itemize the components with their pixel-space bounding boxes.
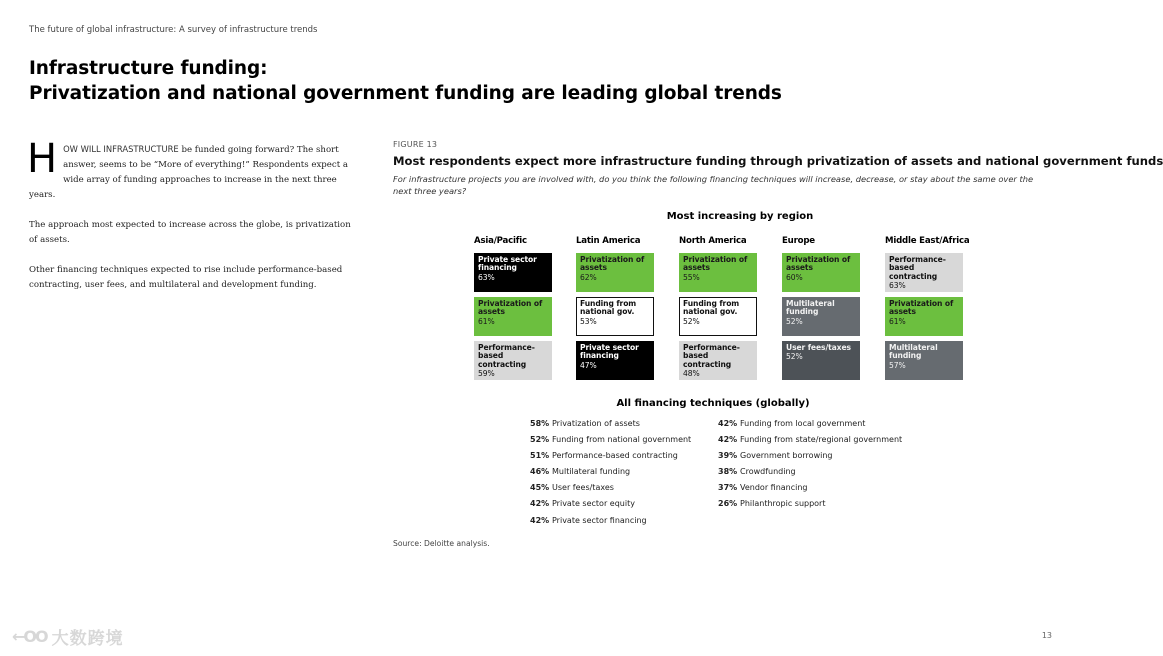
region-cell-percent: 62% <box>580 272 597 282</box>
intro-paragraph-1-text: be funded going forward? The short answer, seems to be “More of everything!” Respondents expect a wide array of funding approaches to increase in the next three years. <box>29 145 349 200</box>
global-technique-row <box>718 483 902 499</box>
global-technique-percent: 26% <box>718 499 738 509</box>
region-cell-label: Performance-based contracting <box>478 343 535 369</box>
region-cell <box>885 297 963 336</box>
region-cell <box>885 341 963 380</box>
intro-text <box>27 136 359 308</box>
global-technique-row <box>530 516 691 532</box>
region-cell-percent: 52% <box>683 316 700 326</box>
global-technique-row <box>718 451 902 467</box>
region-cell <box>782 253 860 292</box>
region-cell-label: Private sector financing <box>580 343 639 361</box>
figure-question: For infrastructure projects you are involved with, do you think the following financing techniques will increase, decrease, or stay about the same over the next three years? <box>393 174 1034 196</box>
global-technique-row <box>718 419 902 435</box>
region-cell <box>782 341 860 380</box>
watermark-text: 大数跨境 <box>51 629 124 649</box>
region-cell-label: Multilateral funding <box>889 343 938 361</box>
region-cell-percent: 60% <box>786 272 803 282</box>
global-technique-label: Philanthropic support <box>740 499 826 509</box>
watermark-logo: ←OO <box>12 627 47 646</box>
title-line-2: Privatization and national government funding are leading global trends <box>29 83 782 104</box>
global-technique-row <box>530 451 691 467</box>
global-technique-label: Funding from national government <box>552 435 692 445</box>
region-cell-label: Privatization of assets <box>889 299 954 317</box>
region-cell-label: Privatization of assets <box>478 299 543 317</box>
region-cell <box>885 253 963 292</box>
region-cell <box>679 253 757 292</box>
global-technique-row <box>530 483 691 499</box>
region-name: Asia/Pacific <box>474 236 527 246</box>
region-cell-percent: 63% <box>889 281 906 291</box>
global-technique-percent: 46% <box>530 467 550 477</box>
global-technique-percent: 42% <box>530 515 550 525</box>
lead-caps: OW WILL INFRASTRUCTURE <box>63 144 179 154</box>
global-technique-percent: 58% <box>530 419 550 428</box>
page-title <box>29 56 782 106</box>
region-cell-label: Performance-based contracting <box>683 343 740 369</box>
global-section-title: All financing techniques (globally) <box>616 398 810 409</box>
region-cell-percent: 52% <box>786 352 803 362</box>
region-cell-percent: 52% <box>786 316 803 326</box>
intro-paragraph-2: The approach most expected to increase across the globe, is privatization of assets. <box>29 220 351 245</box>
region-cell-percent: 59% <box>478 369 495 379</box>
global-technique-percent: 51% <box>530 451 550 461</box>
global-technique-row <box>530 467 691 483</box>
region-column <box>679 236 771 385</box>
region-cell-percent: 55% <box>683 272 700 282</box>
region-column <box>474 236 566 385</box>
global-technique-label: Funding from local government <box>740 419 866 428</box>
watermark <box>12 624 124 649</box>
region-cell-percent: 61% <box>478 316 495 326</box>
global-technique-percent: 38% <box>718 467 738 477</box>
region-cell-percent: 53% <box>580 316 597 326</box>
global-technique-label: Vendor financing <box>740 483 808 493</box>
region-cell-percent: 63% <box>478 272 495 282</box>
global-technique-label: Government borrowing <box>740 451 833 461</box>
region-cell <box>474 341 552 380</box>
global-technique-row <box>530 499 691 515</box>
source-note: Source: Deloitte analysis. <box>393 539 490 548</box>
global-technique-row <box>718 499 902 515</box>
global-technique-percent: 37% <box>718 483 738 493</box>
regional-section-title: Most increasing by region <box>666 211 814 222</box>
global-technique-percent: 42% <box>718 419 738 428</box>
region-cell-percent: 47% <box>580 360 597 370</box>
region-cell-label: Multilateral funding <box>786 299 835 317</box>
global-technique-row <box>718 435 902 451</box>
global-technique-label: Private sector financing <box>552 515 647 525</box>
region-cell <box>474 297 552 336</box>
region-name: North America <box>679 236 747 246</box>
region-cell <box>679 297 757 336</box>
region-cell-percent: 61% <box>889 316 906 326</box>
global-technique-label: Performance-based contracting <box>552 451 678 461</box>
region-name: Latin America <box>576 236 641 246</box>
global-technique-percent: 42% <box>718 435 738 445</box>
region-cell-label: Privatization of assets <box>786 255 851 273</box>
global-technique-row <box>530 419 691 435</box>
figure-label: FIGURE 13 <box>393 140 438 149</box>
region-column <box>885 236 977 385</box>
global-technique-label: Private sector equity <box>552 499 635 509</box>
region-cell-label: Performance-based contracting <box>889 255 946 281</box>
global-technique-label: Multilateral funding <box>552 467 631 477</box>
region-cell-label: User fees/taxes <box>786 343 851 352</box>
global-technique-percent: 52% <box>530 435 550 445</box>
global-technique-label: Funding from state/regional government <box>740 435 903 445</box>
region-cell <box>474 253 552 292</box>
global-list-left <box>530 419 691 532</box>
global-technique-percent: 39% <box>718 451 738 461</box>
global-technique-label: Crowdfunding <box>740 467 796 477</box>
global-technique-percent: 42% <box>530 499 550 509</box>
region-column <box>782 236 874 385</box>
region-cell-label: Funding from national gov. <box>580 299 637 317</box>
region-cell-percent: 48% <box>683 369 700 379</box>
global-list-right <box>718 419 902 516</box>
region-cell-label: Funding from national gov. <box>683 299 740 317</box>
figure-title: Most respondents expect more infrastructure funding through privatization of assets and national government funds <box>393 154 1163 168</box>
global-technique-label: Privatization of assets <box>552 419 640 428</box>
global-technique-row <box>530 435 691 451</box>
region-cell <box>782 297 860 336</box>
region-name: Europe <box>782 236 815 246</box>
title-line-1: Infrastructure funding: <box>29 58 268 79</box>
region-cell-label: Private sector financing <box>478 255 537 273</box>
drop-cap: H <box>27 136 58 182</box>
region-cell <box>576 297 654 336</box>
region-cell-percent: 57% <box>889 360 906 370</box>
region-cell <box>576 253 654 292</box>
global-technique-percent: 45% <box>530 483 550 493</box>
region-cell <box>576 341 654 380</box>
intro-paragraph-1 <box>27 136 359 203</box>
page-number: 13 <box>1041 631 1052 640</box>
intro-paragraph-3: Other financing techniques expected to rise include performance-based contracting, user fees, and multilateral and development funding. <box>29 265 343 290</box>
global-technique-label: User fees/taxes <box>552 483 614 493</box>
region-column <box>576 236 668 385</box>
region-cell-label: Privatization of assets <box>580 255 645 273</box>
region-cell <box>679 341 757 380</box>
region-cell-label: Privatization of assets <box>683 255 748 273</box>
region-name: Middle East/Africa <box>885 236 970 246</box>
global-technique-row <box>718 467 902 483</box>
running-head: The future of global infrastructure: A survey of infrastructure trends <box>29 25 318 35</box>
